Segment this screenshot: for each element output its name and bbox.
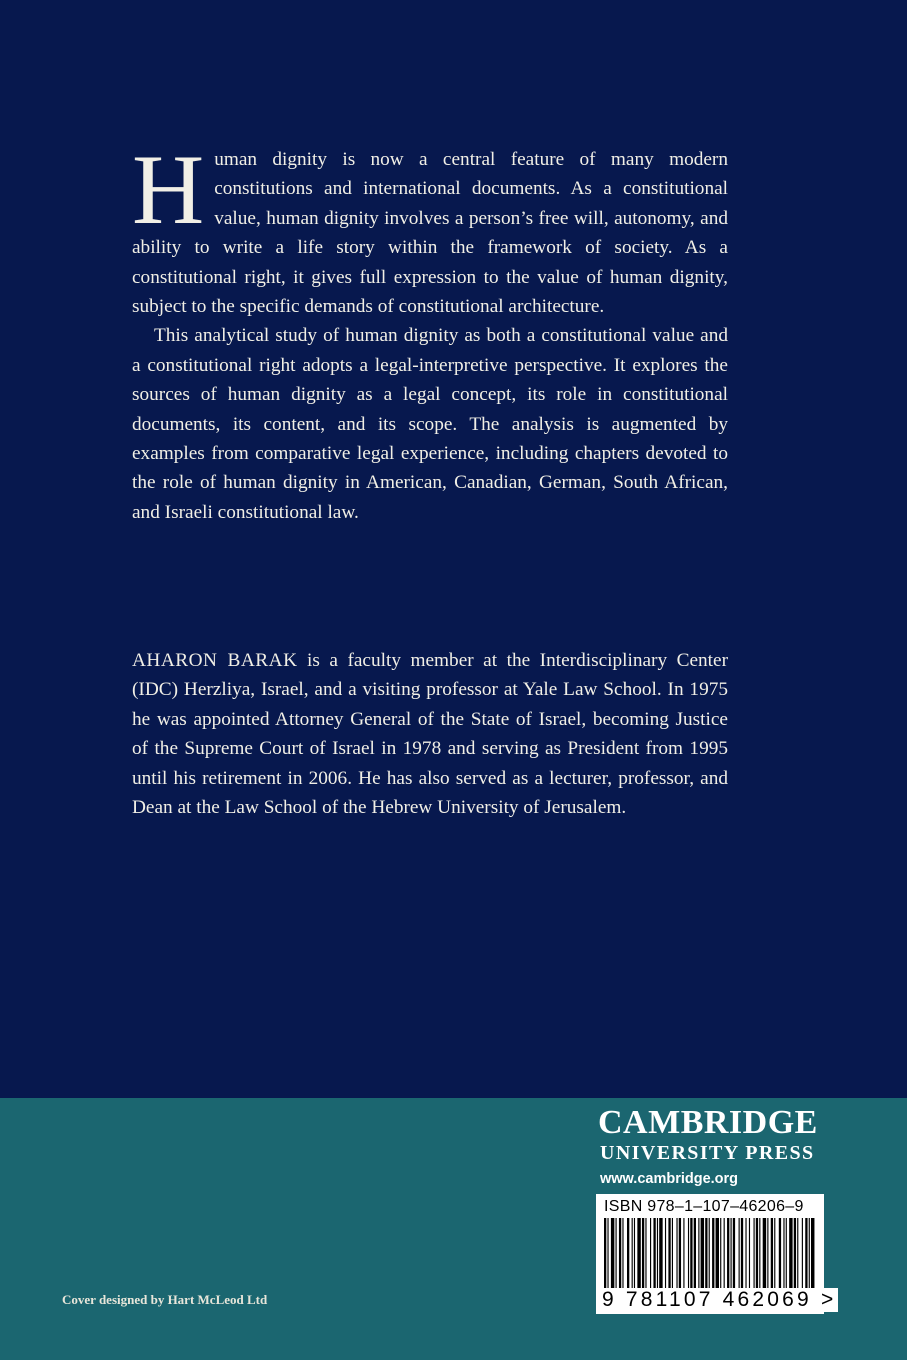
barcode-bar	[650, 1218, 651, 1288]
barcode-bar	[698, 1218, 699, 1288]
barcode-bar	[716, 1218, 719, 1298]
author-bio-text: is a faculty member at the Interdisciplinary Center (IDC) Herzliya, Israel, and a visiting professor at Yale Law School. In 1975 he was appointed Attorney General of the State of Israel, becoming Justice of the Supreme Court of Israel in 1978 and serving as President from 1995 until his retirement in 2006. He has also served as a lecturer, professor, and Dean at the Law School of the Hebrew University of Jerusalem.	[132, 650, 729, 819]
barcode-bar	[676, 1218, 677, 1288]
barcode-bar	[642, 1218, 644, 1288]
barcode-bar	[774, 1218, 775, 1288]
barcode-bar	[632, 1218, 633, 1288]
barcode-bar	[763, 1218, 766, 1288]
publisher-url: www.cambridge.org	[600, 1171, 739, 1187]
publisher-subtitle: UNIVERSITY PRESS	[600, 1142, 815, 1164]
barcode-bar	[665, 1218, 666, 1288]
barcode-bar	[767, 1218, 768, 1288]
barcode-bar	[756, 1218, 758, 1288]
barcode-bar	[733, 1218, 735, 1288]
barcode-bar	[712, 1218, 714, 1298]
barcode-bar	[745, 1218, 746, 1288]
cover-blurb	[132, 134, 728, 527]
cover-credit: Cover designed by Hart McLeod Ltd	[62, 1292, 268, 1307]
barcode-bar	[616, 1218, 617, 1288]
barcode-bar	[759, 1218, 760, 1288]
barcode-bar	[789, 1218, 792, 1288]
barcode-bar	[672, 1218, 673, 1288]
barcode-bar	[627, 1218, 629, 1288]
barcode-bar	[604, 1218, 606, 1298]
barcode-bar	[645, 1218, 646, 1288]
blurb-paragraph-1	[132, 134, 728, 321]
barcode-bars	[604, 1218, 816, 1298]
publisher-name: CAMBRIDGE	[598, 1104, 818, 1141]
barcode-bar	[797, 1218, 798, 1288]
barcode-bar	[634, 1218, 635, 1288]
barcode-bar	[607, 1218, 608, 1298]
barcode-bar	[619, 1218, 621, 1288]
barcode-bar	[637, 1218, 640, 1288]
barcode-bar	[622, 1218, 623, 1288]
author-name: AHARON BARAK	[132, 650, 298, 671]
barcode-bar	[611, 1218, 614, 1288]
barcode-box	[596, 1194, 837, 1314]
barcode-bar	[720, 1218, 721, 1288]
barcode-bar	[809, 1218, 810, 1288]
barcode-bar	[749, 1218, 750, 1288]
barcode-bar	[727, 1218, 729, 1288]
barcode-bar	[668, 1218, 670, 1288]
barcode-bar	[659, 1218, 662, 1288]
isbn-label: ISBN 978–1–107–46206–9	[604, 1198, 804, 1215]
barcode-digits: 9 781107 462069 >	[602, 1288, 837, 1311]
barcode-bar	[657, 1218, 658, 1288]
barcode-bar	[705, 1218, 707, 1288]
barcode-bar	[701, 1218, 704, 1288]
drop-cap-letter: H	[132, 134, 205, 245]
barcode-bar	[709, 1218, 710, 1288]
barcode-bar	[741, 1218, 743, 1288]
barcode-bar	[794, 1218, 796, 1288]
barcode-bar	[771, 1218, 773, 1288]
barcode-bar	[802, 1218, 803, 1288]
barcode-bar	[786, 1218, 787, 1288]
barcode-bar	[653, 1218, 655, 1288]
barcode-bar	[811, 1218, 814, 1298]
barcode-bar	[783, 1218, 784, 1288]
publisher-logo	[598, 1104, 818, 1189]
blurb-paragraph-2: This analytical study of human dignity as both a constitutional value and a constitutional right adopts a legal-interpretive perspective. It explores the sources of human dignity as a legal concept, its role in constitutional documents, its content, and its scope. The analysis is augmented by examples from comparative legal experience, including chapters devoted to the role of human dignity in American, Canadian, German, South African, and Israeli constitutional law.	[132, 325, 728, 523]
barcode-bar	[731, 1218, 732, 1288]
barcode-bar	[779, 1218, 781, 1288]
author-bio	[132, 646, 728, 822]
barcode-bar	[724, 1218, 725, 1288]
barcode-bar	[690, 1218, 692, 1288]
barcode-bar	[754, 1218, 755, 1288]
barcode-bar	[805, 1218, 807, 1288]
barcode-bar	[683, 1218, 684, 1288]
barcode-bar	[679, 1218, 681, 1288]
blurb-paragraph-1-text: uman dignity is now a central feature of many modern constitutions and international documents. As a constitutional value, human dignity involves a person’s free will, autonomy, and ability to write a life story within the framework of society. As a constitutional right, it gives full expression to the value of human dignity, subject to the specific demands of constitutional architecture.	[132, 149, 728, 318]
barcode-bar	[688, 1218, 689, 1288]
barcode-bar	[739, 1218, 740, 1288]
footer-band	[0, 1098, 907, 1360]
barcode-bar	[694, 1218, 696, 1288]
